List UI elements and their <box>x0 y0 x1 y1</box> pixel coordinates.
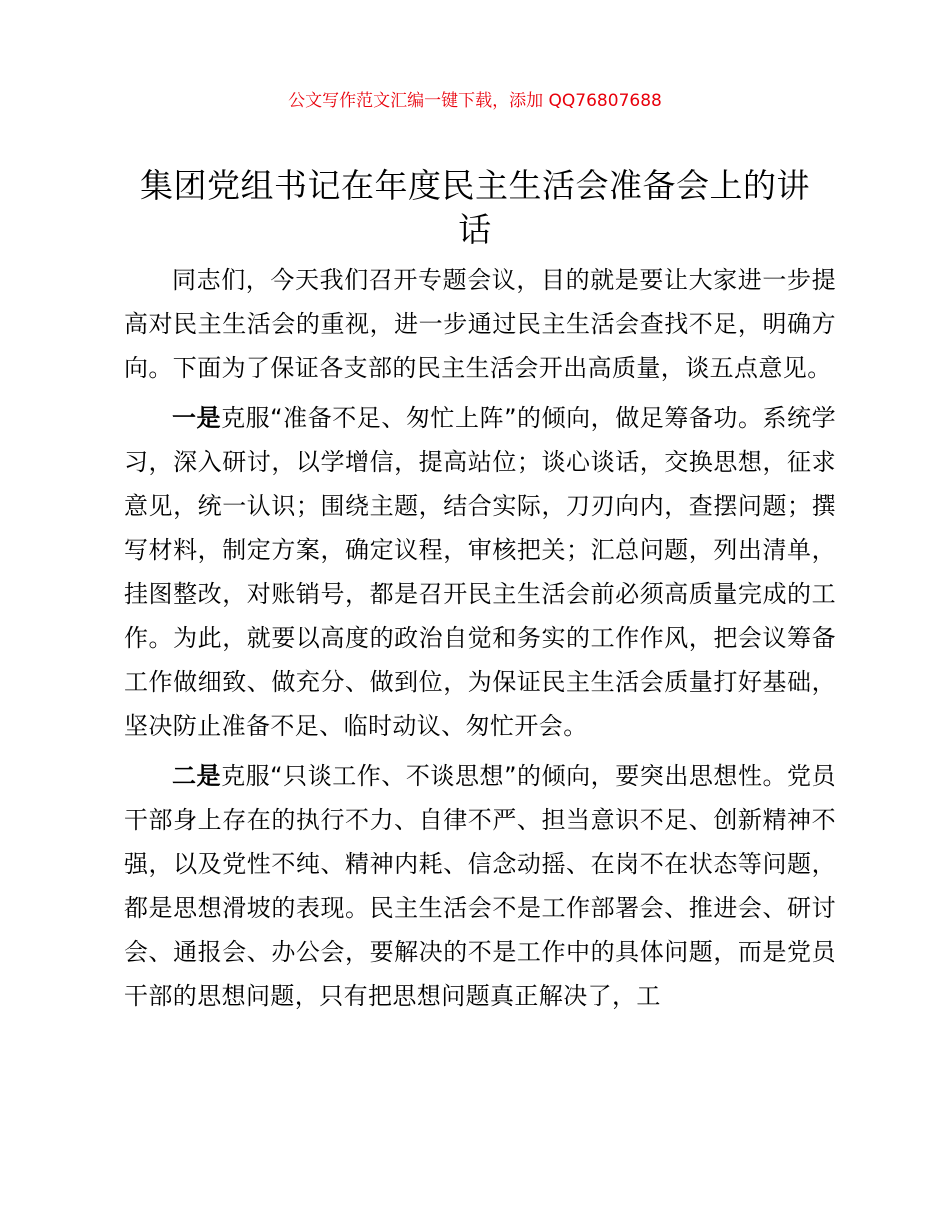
document-body <box>124 258 836 1024</box>
document-title: 集团党组书记在年度民主生活会准备会上的讲话 <box>140 166 810 249</box>
paragraph-text: 克服“准备不足、匆忙上阵”的倾向，做足筹备功。系统学习，深入研讨，以学增信，提高站位；谈心谈话，交换思想，征求意见，统一认识；围绕主题，结合实际，刀刃向内，查摆问题；撰写材料，制定方案，确定议程，审核把关；汇总问题，列出清单，挂图整改，对账销号，都是召开民主生活会前必须高质量完成的工作。为此，就要以高度的政治自觉和务实的工作作风，把会议筹备工作做细致、做充分、做到位，为保证民主生活会质量打好基础，坚决防止准备不足、临时动议、匆忙开会。 <box>124 404 836 740</box>
paragraph-intro <box>124 258 836 390</box>
paragraph-lead: 一是 <box>172 404 222 432</box>
paragraph-text: 同志们，今天我们召开专题会议，目的就是要让大家进一步提高对民主生活会的重视，进一步通过民主生活会查找不足，明确方向。下面为了保证各支部的民主生活会开出高质量，谈五点意见。 <box>124 266 836 382</box>
paragraph-lead: 二是 <box>172 762 222 790</box>
download-banner: 公文写作范文汇编一键下载，添加 QQ76807688 <box>288 91 662 111</box>
paragraph-text: 克服“只谈工作、不谈思想”的倾向，要突出思想性。党员干部身上存在的执行不力、自律不严、担当意识不足、创新精神不强，以及党性不纯、精神内耗、信念动摇、在岗不在状态等问题，都是思想滑坡的表现。民主生活会不是工作部署会、推进会、研讨会、通报会、办公会，要解决的不是工作中的具体问题，而是党员干部的思想问题，只有把思想问题真正解决了，工 <box>124 762 836 1010</box>
paragraph-point-two <box>124 754 836 1018</box>
paragraph-point-one <box>124 396 836 748</box>
